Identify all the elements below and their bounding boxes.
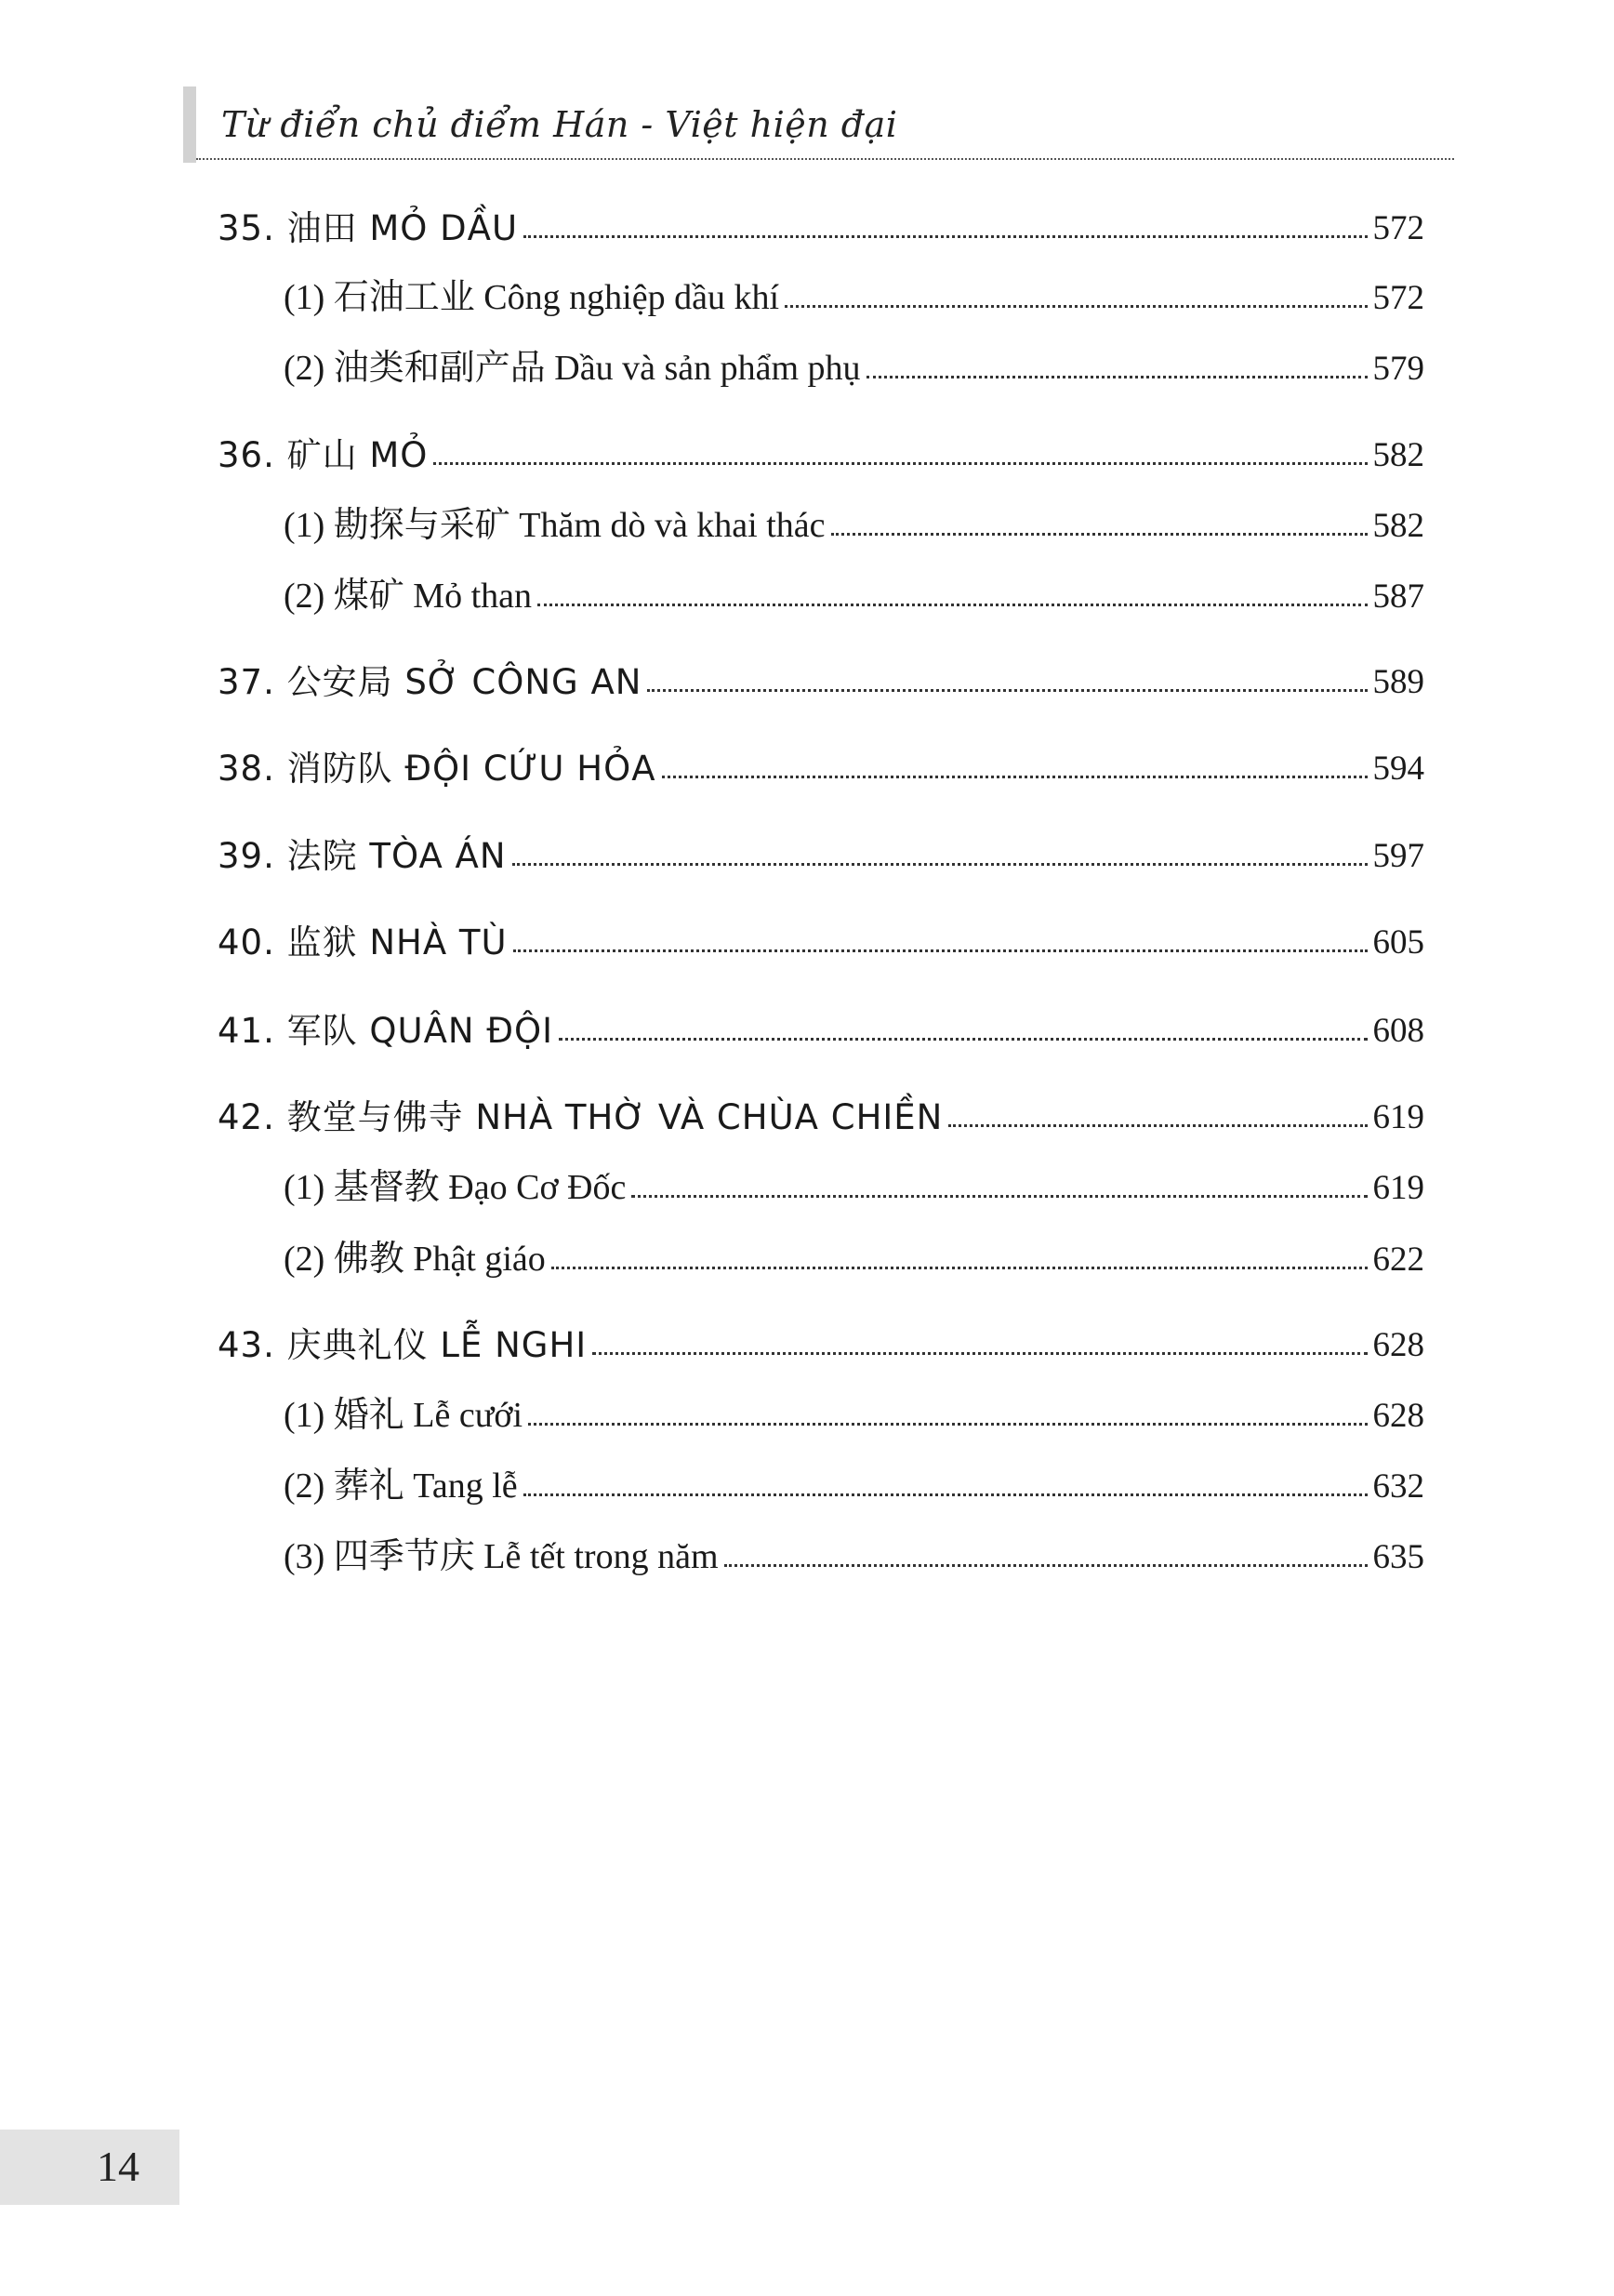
toc-entry-page: 572	[1372, 279, 1424, 317]
dot-leader	[831, 533, 1368, 536]
dot-leader	[662, 776, 1368, 778]
toc-entry-label: (3) 四季节庆 Lễ tết trong năm	[284, 1537, 719, 1576]
toc-entry[interactable]	[0, 734, 1424, 789]
toc-entry[interactable]	[0, 1452, 1424, 1504]
toc-entry[interactable]	[0, 193, 1424, 246]
toc-entry-page: 594	[1372, 750, 1424, 788]
toc-entry-page: 582	[1372, 507, 1424, 545]
toc-entry-label: 36. 矿山 MỎ	[218, 435, 429, 475]
toc-entry-page: 605	[1372, 923, 1424, 962]
toc-entry-page: 635	[1372, 1538, 1424, 1576]
dot-leader	[513, 949, 1368, 952]
toc-entry-page: 582	[1372, 436, 1424, 474]
dot-leader	[523, 1493, 1368, 1496]
toc-entry[interactable]	[0, 821, 1424, 876]
toc-entry-page: 628	[1372, 1397, 1424, 1435]
toc-entry-page: 589	[1372, 663, 1424, 701]
toc-entry[interactable]	[0, 996, 1424, 1051]
toc-entry-label: (1) 基督教 Đạo Cơ Đốc	[284, 1168, 627, 1207]
toc-entry[interactable]	[0, 1381, 1424, 1433]
toc-entry[interactable]	[0, 562, 1424, 614]
page-number-box	[0, 2130, 179, 2205]
toc-entry[interactable]	[0, 1522, 1424, 1574]
toc-entry-page: 628	[1372, 1326, 1424, 1364]
dot-leader	[867, 376, 1368, 378]
dot-leader	[948, 1124, 1367, 1127]
dot-leader	[785, 305, 1367, 308]
dot-leader	[647, 689, 1367, 692]
toc-entry[interactable]	[0, 908, 1424, 960]
dot-leader	[592, 1352, 1367, 1355]
toc-entry-label: (1) 婚礼 Lễ cưới	[284, 1396, 523, 1435]
dot-leader	[631, 1195, 1367, 1198]
toc-entry-page: 619	[1372, 1169, 1424, 1207]
toc-entry-label: 43. 庆典礼仪 LỄ NGHI	[218, 1325, 588, 1365]
toc-entry-label: 37. 公安局 SỞ CÔNG AN	[218, 662, 642, 702]
toc-entry-label: (1) 勘探与采矿 Thăm dò và khai thác	[284, 506, 826, 545]
toc-entry[interactable]	[0, 1082, 1424, 1135]
toc-entry[interactable]	[0, 1153, 1424, 1205]
toc-entry[interactable]	[0, 491, 1424, 543]
dot-leader	[433, 462, 1367, 465]
toc-entry[interactable]	[0, 1310, 1424, 1365]
toc-entry[interactable]	[0, 263, 1424, 315]
toc-entry-page: 572	[1372, 209, 1424, 247]
dot-leader	[528, 1423, 1367, 1426]
toc-entry-page: 622	[1372, 1241, 1424, 1279]
toc-entry-page: 632	[1372, 1467, 1424, 1506]
toc-entry[interactable]	[0, 334, 1424, 386]
toc-entry-label: (2) 煤矿 Mỏ than	[284, 577, 533, 616]
dot-leader	[523, 235, 1367, 238]
toc-entry-label: 42. 教堂与佛寺 NHÀ THỜ VÀ CHÙA CHIỀN	[218, 1097, 944, 1137]
toc-entry-label: (2) 佛教 Phật giáo	[284, 1240, 546, 1279]
page-number: 14	[97, 2143, 139, 2190]
toc-entry-label: 39. 法院 TÒA ÁN	[218, 836, 507, 876]
dot-leader	[724, 1564, 1368, 1567]
dot-leader	[551, 1267, 1368, 1269]
toc-entry-label: 38. 消防队 ĐỘI CỨU HỎA	[218, 749, 656, 789]
toc-entry-label: 35. 油田 MỎ DẦU	[218, 208, 519, 248]
toc-entry-page: 597	[1372, 837, 1424, 875]
dot-leader	[559, 1038, 1367, 1041]
toc-entry-label: (1) 石油工业 Công nghiệp dầu khí	[284, 278, 780, 317]
toc-entry-label: (2) 葬礼 Tang lễ	[284, 1467, 518, 1506]
toc-entry-page: 587	[1372, 577, 1424, 616]
toc-entry[interactable]	[0, 420, 1424, 475]
toc-entry-label: 40. 监狱 NHÀ TÙ	[218, 922, 508, 962]
running-header-title: Từ điển chủ điểm Hán - Việt hiện đại	[221, 104, 898, 145]
toc-entry-page: 608	[1372, 1012, 1424, 1050]
toc-entry[interactable]	[0, 647, 1424, 702]
toc-entry-label: 41. 军队 QUÂN ĐỘI	[218, 1011, 554, 1051]
toc-entry-page: 579	[1372, 350, 1424, 388]
toc-entry[interactable]	[0, 1225, 1424, 1277]
toc-entry-page: 619	[1372, 1098, 1424, 1136]
dot-leader	[537, 604, 1367, 606]
toc-entry-label: (2) 油类和副产品 Dầu và sản phẩm phụ	[284, 349, 861, 388]
dot-leader	[512, 863, 1368, 866]
